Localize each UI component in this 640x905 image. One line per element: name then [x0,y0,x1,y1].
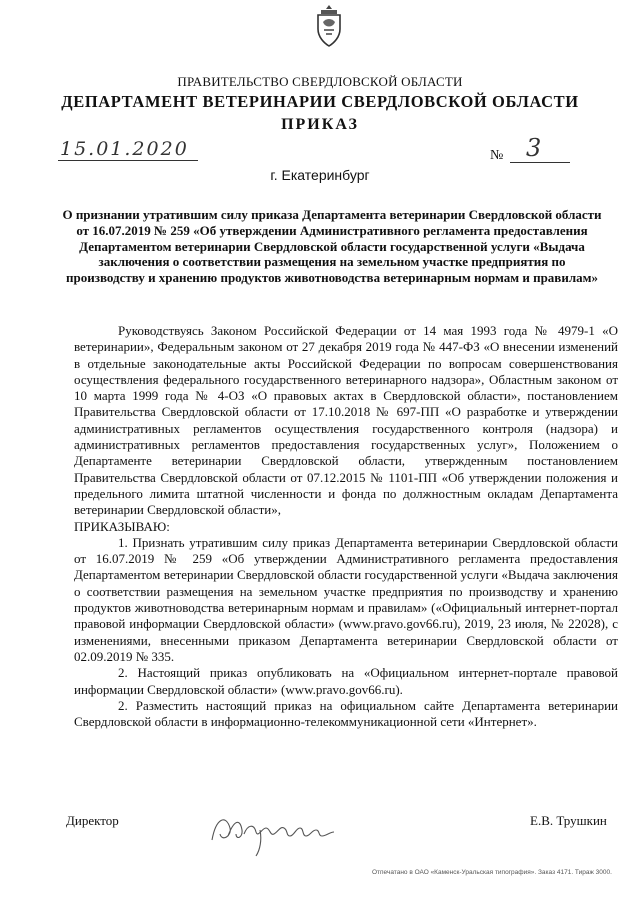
item-2: 2. Настоящий приказ опубликовать на «Официальном интернет-портале правовой информации Свердловской области» (www.pravo.gov66.ru). [74,665,618,697]
preamble: Руководствуясь Законом Российской Федерации от 14 мая 1993 года № 4979-1 «О ветеринарии», Федеральным законом от 27 декабря 2019 года № 447-ФЗ «О внесении изменений в отдельные законодательные акты Российской Федерации по вопросам совершенствования осуществления федерального государственного ветеринарного надзора», Областным законом от 10 марта 1999 года № 4-ОЗ «О правовых актах в Свердловской области», постановлением Правительства Свердловской области от 17.10.2018 № 697-ПП «О разработке и утверждении административных регламентов осуществления государственного контроля (надзора) и административных регламентов предоставления государственных услуг», Положением о Департаменте ветеринарии Свердловской области, утвержденным постановлением Правительства Свердловской области от 07.12.2015 № 1101-ПП «Об утверждении положения и предельного лимита штатной численности и фонда по должностным окладам Департамента ветеринарии Свердловской области», [74,323,618,518]
order-body [74,323,618,730]
government-name: ПРАВИТЕЛЬСТВО СВЕРДЛОВСКОЙ ОБЛАСТИ [177,74,463,89]
signatory-name: Е.В. Трушкин [530,813,607,828]
department-name: ДЕПАРТАМЕНТ ВЕТЕРИНАРИИ СВЕРДЛОВСКОЙ ОБЛАСТИ [61,92,579,111]
order-number: 3 [526,134,542,162]
coat-of-arms-icon [311,4,347,48]
number-underline [510,162,570,163]
number-label: № [490,148,504,163]
item-3: 2. Разместить настоящий приказ на официальном сайте Департамента ветеринарии Свердловской области в информационно-телекоммуникационной сети «Интернет». [74,697,618,730]
city: г. Екатеринбург [270,167,370,183]
item-1: 1. Признать утратившим силу приказ Департамента ветеринарии Свердловской области от 16.07.2019 № 259 «Об утверждении Административного регламента предоставления Департаментом ветеринарии Свердловской области государственной услуги «Выдача заключения о соответствии размещения на земельном участке предприятия по производству и хранению продуктов животноводства ветеринарным нормам и правилам» («Официальный интернет-портал правовой информации Свердловской области» (www.pravo.gov66.ru), 2019, 23 июля, № 22028), с изменениями, внесенными приказом Департамента ветеринарии Свердловской области от 02.09.2019 № 335. [74,534,618,664]
order-word: ПРИКАЗЫВАЮ: [74,518,170,534]
print-footer: Отпечатано в ОАО «Каменск-Уральская типография». Заказ 4171. Тираж 3000. [372,869,612,876]
date-underline [58,160,198,161]
order-title: О признании утратившим силу приказа Департамента ветеринарии Свердловской области от 16.07.2019 № 259 «Об утверждении Административного регламента предоставления Департаментом ветеринарии Свердловской области государственной услуги «Выдача заключения о соответствии размещения на земельном участке предприятия по производству и хранению продуктов животноводства ветеринарным нормам и правилам» [62,207,602,286]
order-date: 15.01.2020 [60,138,189,160]
handwritten-signature-icon [200,800,380,860]
signatory-role: Директор [66,813,119,828]
document-type: ПРИКАЗ [281,116,359,133]
